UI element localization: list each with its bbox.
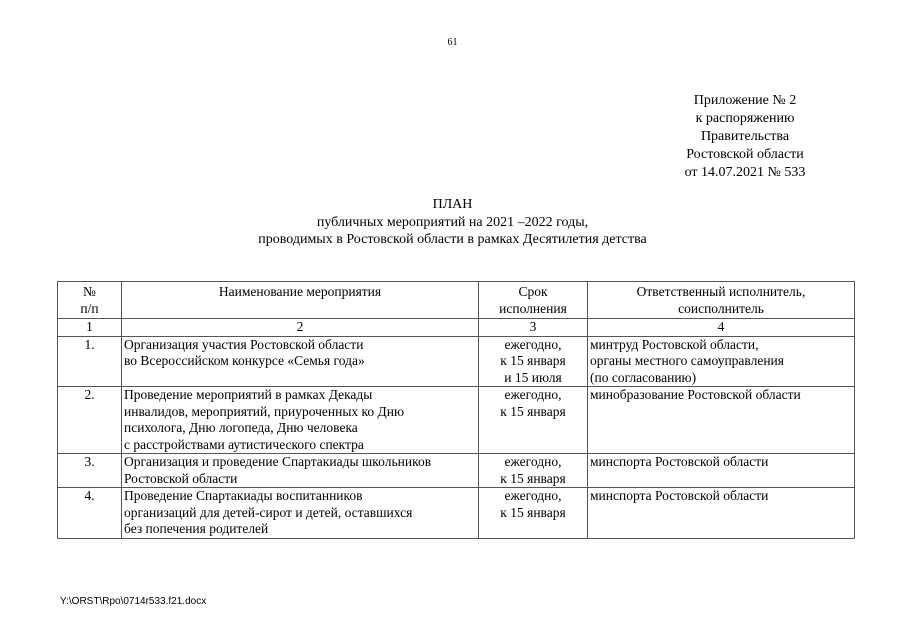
plan-table xyxy=(57,281,855,539)
event-responsible-line: минспорта Ростовской области xyxy=(590,488,769,503)
event-name-line: инвалидов, мероприятий, приуроченных ко Дню xyxy=(124,403,405,419)
header-responsible-line: соисполнитель xyxy=(678,300,764,316)
event-term-line: ежегодно, xyxy=(504,387,562,402)
row-number: 1. xyxy=(58,336,122,387)
header-term-line: Срок xyxy=(518,284,548,299)
plan-subtitle-line: проводимых в Ростовской области в рамках Десятилетия детства xyxy=(258,232,647,247)
event-name-line: без попечения родителей xyxy=(124,521,269,536)
event-name-line: во Всероссийском конкурсе «Семья года» xyxy=(124,353,365,368)
event-term xyxy=(479,488,588,539)
row-number: 3. xyxy=(58,454,122,488)
event-name-line: Ростовской области xyxy=(124,470,238,486)
appendix-line: к распоряжению xyxy=(695,111,795,126)
event-name-line: психолога, Дню логопеда, Дню человека xyxy=(124,420,358,435)
column-number: 1 xyxy=(58,319,122,337)
appendix-block xyxy=(660,92,830,182)
appendix-line: Ростовской области xyxy=(686,147,804,162)
column-number: 3 xyxy=(479,319,588,337)
plan-title: ПЛАН xyxy=(432,197,473,212)
footer-file-path: Y:\ORST\Rpo\0714r533.f21.docx xyxy=(60,596,207,607)
table-row xyxy=(58,387,855,454)
header-responsible xyxy=(588,282,855,319)
header-name-line: Наименование мероприятия xyxy=(218,284,382,299)
event-name-line: с расстройствами аутистического спектра xyxy=(124,436,364,452)
header-num xyxy=(58,282,122,319)
event-responsible-line: (по согласованию) xyxy=(590,369,697,385)
event-term xyxy=(479,454,588,488)
table-row xyxy=(58,454,855,488)
event-term-line: к 15 января xyxy=(500,470,566,486)
event-term xyxy=(479,387,588,454)
event-name xyxy=(122,488,479,539)
row-number: 4. xyxy=(58,488,122,539)
event-term-line: к 15 января xyxy=(500,353,566,368)
row-number: 2. xyxy=(58,387,122,454)
header-responsible-line: Ответственный исполнитель, xyxy=(636,284,806,299)
appendix-line: Правительства xyxy=(700,129,790,144)
event-name xyxy=(122,336,479,387)
event-name-line: Организация и проведение Спартакиады школьников xyxy=(124,454,432,469)
page-number: 61 xyxy=(447,37,458,48)
event-term xyxy=(479,336,588,387)
header-name xyxy=(122,282,479,319)
event-name-line: организаций для детей-сирот и детей, оставшихся xyxy=(124,504,413,520)
column-number: 2 xyxy=(122,319,479,337)
event-name-line: Проведение Спартакиады воспитанников xyxy=(124,488,363,503)
event-term-line: ежегодно, xyxy=(504,336,562,352)
table-row xyxy=(58,488,855,539)
event-term-line: к 15 января xyxy=(500,504,566,520)
event-term-line: и 15 июля xyxy=(504,369,562,385)
header-num-line: п/п xyxy=(80,300,99,316)
event-name xyxy=(122,387,479,454)
column-number: 4 xyxy=(588,319,855,337)
header-term xyxy=(479,282,588,319)
event-responsible xyxy=(588,336,855,387)
event-term-line: ежегодно, xyxy=(504,454,562,469)
plan-subtitle-line: публичных мероприятий на 2021 –2022 годы, xyxy=(316,214,589,230)
table-header-row xyxy=(58,282,855,319)
event-term-line: к 15 января xyxy=(500,403,566,419)
event-name xyxy=(122,454,479,488)
appendix-line: от 14.07.2021 № 533 xyxy=(684,165,806,180)
event-name-line: Организация участия Ростовской области xyxy=(124,336,364,352)
event-responsible xyxy=(588,488,855,539)
header-num-line: № xyxy=(83,284,96,299)
plan-heading xyxy=(0,196,905,249)
event-responsible xyxy=(588,454,855,488)
event-responsible-line: минспорта Ростовской области xyxy=(590,454,769,469)
column-number-row xyxy=(58,319,855,337)
event-term-line: ежегодно, xyxy=(504,488,562,503)
event-responsible-line: минтруд Ростовской области, xyxy=(590,336,759,352)
event-responsible xyxy=(588,387,855,454)
appendix-line: Приложение № 2 xyxy=(693,93,797,108)
event-name-line: Проведение мероприятий в рамках Декады xyxy=(124,387,373,402)
event-responsible-line: органы местного самоуправления xyxy=(590,353,784,368)
table-row xyxy=(58,336,855,387)
event-responsible-line: минобразование Ростовской области xyxy=(590,387,801,402)
header-term-line: исполнения xyxy=(499,300,567,316)
